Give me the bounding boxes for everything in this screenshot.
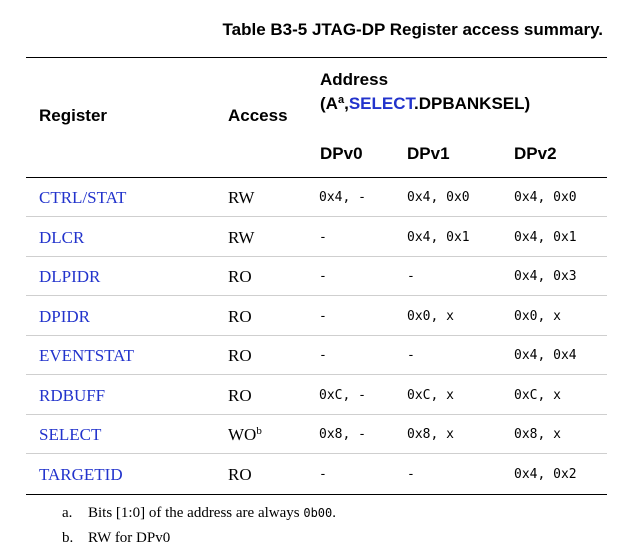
footnote-text: RW for DPv0 [88,530,171,546]
access-value: RO [228,346,252,365]
address-rest: .DPBANKSEL) [414,94,531,113]
table-row [26,415,607,454]
access-value: RW [228,188,255,207]
table-row [26,257,607,296]
dpv2-address: 0x4, 0x3 [514,269,577,284]
dpv1-address: 0x4, 0x1 [407,229,470,245]
table-row [26,297,607,336]
select-link[interactable]: SELECT [348,94,414,113]
dpv2-address: 0x4, 0x1 [514,229,577,245]
dpv2-address: 0x4, 0x2 [514,466,577,482]
footnote-b-marker[interactable]: b [256,425,262,437]
table-title: Table B3-5 JTAG-DP Register access summary. [222,20,603,39]
dpv1-address: 0x8, x [407,427,454,442]
access-value: RO [228,464,252,484]
footnote-mark: b. [62,530,74,546]
register-link[interactable]: RDBUFF [39,385,106,405]
dpv1-address: - [407,269,415,284]
footnote-a-marker[interactable]: a [337,94,345,106]
access-cell [228,415,262,454]
access-cell [228,297,252,336]
access-cell [228,336,252,375]
header-dpv2: DPv2 [514,144,557,163]
dpv0-address: - [319,348,327,363]
table-row [26,455,607,494]
access-cell [228,178,254,217]
access-value: WO [228,425,257,444]
dpv1-address: - [407,348,415,363]
footnote-text: Bits [1:0] of the address are always [88,505,304,521]
access-value: RO [228,306,252,326]
register-link[interactable]: SELECT [39,425,102,444]
register-link[interactable]: DLCR [39,227,85,247]
table-top-rule [26,57,607,58]
header-dpv0: DPv0 [320,144,363,163]
dpv0-address: - [319,269,327,284]
dpv2-address: 0x8, x [514,427,561,442]
register-link[interactable]: DPIDR [39,306,91,326]
header-dpv1: DPv1 [407,144,450,163]
footnote-b [62,530,170,547]
register-link[interactable]: DLPIDR [39,267,101,286]
dpv2-address: 0x4, 0x0 [514,190,577,205]
dpv0-address: 0xC, - [319,387,366,403]
dpv0-address: - [319,466,327,482]
address-open: (A [320,94,338,113]
footnote-code: 0b00 [303,506,333,520]
table-row [26,336,607,375]
address-comma: , [344,94,349,113]
dpv0-address: 0x8, - [319,427,366,442]
dpv2-address: 0xC, x [514,387,561,403]
table-row [26,178,607,217]
table-row [26,218,607,257]
footnote-tail: . [332,505,337,521]
table-bottom-rule [26,494,607,495]
register-link[interactable]: EVENTSTAT [39,346,134,365]
dpv0-address: - [319,308,327,324]
access-cell [228,376,252,415]
access-cell [228,218,254,257]
register-link[interactable]: CTRL/STAT [39,188,127,207]
header-address: Address [320,70,389,89]
dpv0-address: - [319,229,327,245]
register-link[interactable]: TARGETID [39,464,123,484]
access-cell [228,455,252,494]
header-register: Register [39,106,108,125]
dpv2-address: 0x0, x [514,308,561,324]
footnote-a [62,505,336,522]
header-access: Access [228,106,288,125]
access-cell [228,257,252,296]
dpv1-address: - [407,466,415,482]
dpv2-address: 0x4, 0x4 [514,348,577,363]
dpv1-address: 0x0, x [407,308,454,324]
dpv0-address: 0x4, - [319,190,366,205]
dpv1-address: 0xC, x [407,387,454,403]
table-row [26,376,607,415]
access-value: RO [228,267,252,286]
access-value: RW [228,227,255,247]
footnote-mark: a. [62,505,73,521]
dpv1-address: 0x4, 0x0 [407,190,470,205]
header-address-detail [320,93,530,115]
access-value: RO [228,385,252,405]
